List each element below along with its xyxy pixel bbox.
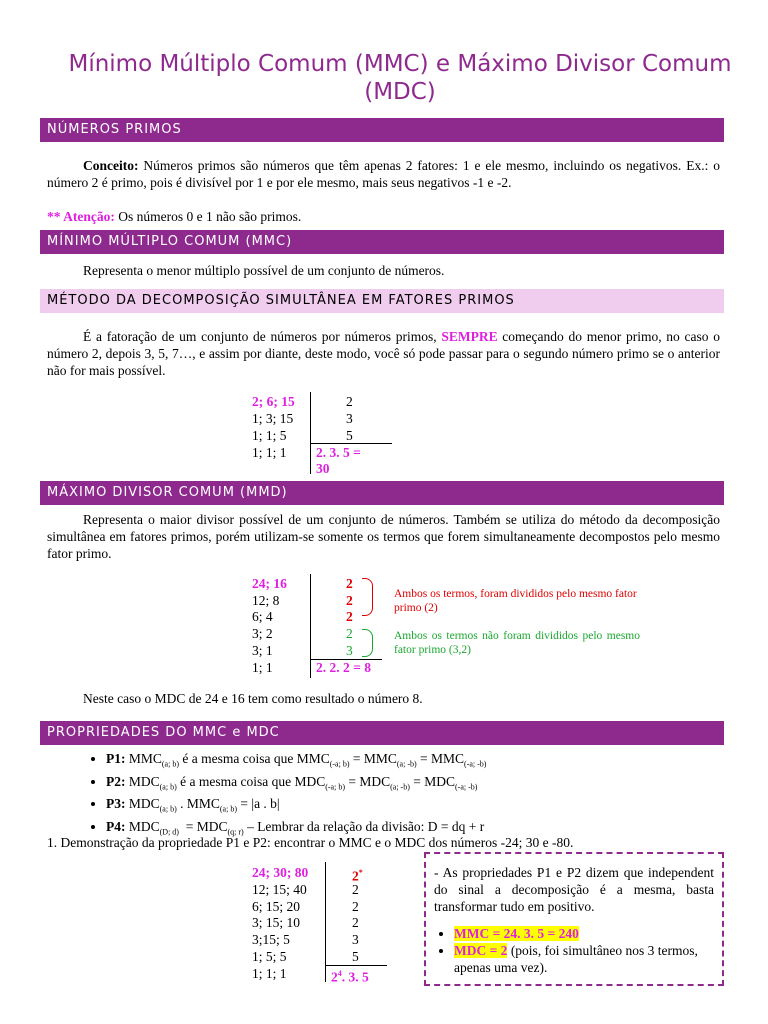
table3-factor-3: 2 bbox=[352, 899, 359, 914]
table1-result-a: 2. 3. 5 = bbox=[316, 445, 361, 460]
note-not-divided: Ambos os termos não foram divididos pelo mesmo fator primo (3,2) bbox=[394, 630, 640, 656]
table3-row-7-left: 1; 1; 1 bbox=[252, 966, 287, 981]
p3-label: P3: bbox=[106, 796, 126, 812]
table2-factor-5: 3 bbox=[346, 643, 353, 658]
mmc-definition: Representa o menor múltiplo possível de um conjunto de números. bbox=[83, 263, 445, 278]
table2-row-5-left: 3; 1 bbox=[252, 643, 273, 658]
metodo-text-b: começando do menor primo, no caso o número 2, depois 3, 5, 7…, e assim por diante, deste modo, você só pode passar para o segundo número primo se o anterior não for mais possível. bbox=[47, 329, 720, 378]
table3-row-1-left: 24; 30; 80 bbox=[252, 865, 309, 880]
table2-row-4-left: 3; 2 bbox=[252, 626, 273, 641]
table2-factor-1: 2 bbox=[346, 576, 353, 591]
table3-result-exp: 4 bbox=[337, 969, 342, 978]
table2-row-1-left: 24; 16 bbox=[252, 576, 287, 591]
table2-factor-4: 2 bbox=[346, 626, 353, 641]
atencao-label: ** Atenção: bbox=[47, 209, 115, 224]
metodo-text-a: É a fatoração de um conjunto de números por números primos, bbox=[83, 329, 442, 344]
table3-result-base: 2 bbox=[331, 969, 338, 985]
box-mmc-item bbox=[454, 925, 734, 942]
table2-factor-2: 2 bbox=[346, 593, 353, 608]
table1-row-3-left: 1; 1; 5 bbox=[252, 428, 287, 443]
note-divided: Ambos os termos, foram divididos pelo mesmo fator primo (2) bbox=[394, 588, 637, 614]
table1-factor-1: 2 bbox=[346, 394, 353, 409]
table3-result bbox=[331, 966, 369, 986]
box-mdc-item bbox=[454, 942, 734, 976]
table3-row-6-left: 1; 5; 5 bbox=[252, 949, 287, 964]
sempre-highlight: SEMPRE bbox=[441, 329, 498, 344]
table2-factor-3: 2 bbox=[346, 609, 353, 624]
p2-label: P2: bbox=[106, 773, 126, 789]
page-title: Mínimo Múltiplo Comum (MMC) e Máximo Divisor Comum (MDC) bbox=[68, 51, 732, 105]
property-p4: • P4: $MDC_{(D; d)} = MDC_{(q; r)}$ – Lembrar da relação da divisão: D = dq + r bbox=[106, 818, 486, 841]
table1-row-1-left: 2; 6; 15 bbox=[252, 394, 295, 409]
table3-divider bbox=[325, 862, 326, 982]
box-mmc: MMC = 24. 3. 5 = 240 bbox=[454, 926, 579, 941]
atencao-text: Os números 0 e 1 não são primos. bbox=[114, 209, 302, 224]
section-header-props: PROPRIEDADES DO MMC e MDC bbox=[40, 721, 724, 745]
table3-row-3-left: 6; 15; 20 bbox=[252, 899, 301, 914]
section-header-primos: NÚMEROS PRIMOS bbox=[40, 118, 724, 142]
table1-factor-3: 5 bbox=[346, 428, 353, 443]
table3-factor-mark: * bbox=[358, 868, 363, 877]
table1-row-4-left: 1; 1; 1 bbox=[252, 445, 287, 460]
table3-result-rest: . 3. 5 bbox=[341, 969, 369, 985]
property-p2: • P2: $MDC_{(a; b)}$ é a mesma coisa que $MDC_{(-a; b)} = MDC_{(a; -b)} = MDC_{(-a; -b)}$ bbox=[106, 773, 486, 796]
mdc-conclusion: Neste caso o MDC de 24 e 16 tem como resultado o número 8. bbox=[83, 691, 423, 706]
table3-factor-1-value: 2 bbox=[352, 868, 359, 884]
table2-row-2-left: 12; 8 bbox=[252, 593, 280, 608]
p1-label: P1: bbox=[106, 751, 126, 766]
conceito-text: Números primos são números que têm apenas 2 fatores: 1 e ele mesmo, incluindo os negativos. Ex.: o número 2 é primo, pois é divisível por 1 e por ele mesmo, mais seus negativos -1 e -2. bbox=[47, 158, 720, 190]
table2-result: 2. 2. 2 = 8 bbox=[316, 660, 371, 675]
box-mdc: MDC = 2 bbox=[454, 943, 508, 958]
red-brace bbox=[362, 578, 373, 616]
box-mdc-rest: (pois, foi simultâneo nos 3 termos, apenas uma vez). bbox=[454, 943, 698, 975]
table2-row-6-left: 1; 1 bbox=[252, 660, 273, 675]
section-header-mmc: MÍNIMO MÚLTIPLO COMUM (MMC) bbox=[40, 230, 724, 254]
metodo-paragraph bbox=[47, 328, 720, 379]
demo-statement: 1. Demonstração da propriedade P1 e P2: encontrar o MMC e o MDC dos números -24; 30 e -80. bbox=[47, 835, 574, 850]
box-text: - As propriedades P1 e P2 dizem que independent do sinal a decomposição é a mesma, basta transformar tudo em positivo. bbox=[434, 865, 714, 914]
p4-label: P4: bbox=[106, 819, 126, 835]
table1-result-b: 30 bbox=[316, 461, 330, 476]
section-header-mdc: MÁXIMO DIVISOR COMUM (MMD) bbox=[40, 481, 724, 505]
table3-factor-5: 3 bbox=[352, 932, 359, 947]
box-results-list bbox=[434, 925, 734, 976]
conceito-paragraph bbox=[47, 157, 720, 191]
table1-factor-2: 3 bbox=[346, 411, 353, 426]
table1-divider bbox=[310, 392, 311, 474]
property-p1: • P1: $MMC_{(a; b)}$ é a mesma coisa que $MMC_{(-a; b)} = MMC_{(a; -b)} = MMC_{(-a; -b)}$ bbox=[106, 750, 486, 773]
section-header-metodo: MÉTODO DA DECOMPOSIÇÃO SIMULTÂNEA EM FATORES PRIMOS bbox=[40, 289, 724, 313]
property-p3: • P3: $MDC_{(a; b)}$ . $MMC_{(a; b)} = |a$ . b| bbox=[106, 795, 486, 818]
atencao-paragraph bbox=[47, 208, 720, 225]
table3-factor-2: 2 bbox=[352, 882, 359, 897]
mdc-definition: Representa o maior divisor possível de um conjunto de números. Também se utiliza do método da decomposição simultânea em fatores primos, porém utilizam-se somente os termos que forem simultaneamente decompostos pelo mesmo fator primo. bbox=[47, 512, 720, 561]
table1-row-2-left: 1; 3; 15 bbox=[252, 411, 294, 426]
table2-row-3-left: 6; 4 bbox=[252, 609, 273, 624]
table3-row-2-left: 12; 15; 40 bbox=[252, 882, 307, 897]
table3-factor-4: 2 bbox=[352, 915, 359, 930]
table3-row-5-left: 3;15; 5 bbox=[252, 932, 290, 947]
table3-row-4-left: 3; 15; 10 bbox=[252, 915, 301, 930]
conceito-label: Conceito: bbox=[83, 158, 139, 173]
table3-factor-6: 5 bbox=[352, 949, 359, 964]
properties-list bbox=[80, 750, 486, 841]
table2-divider bbox=[310, 574, 311, 678]
green-brace bbox=[362, 629, 373, 657]
